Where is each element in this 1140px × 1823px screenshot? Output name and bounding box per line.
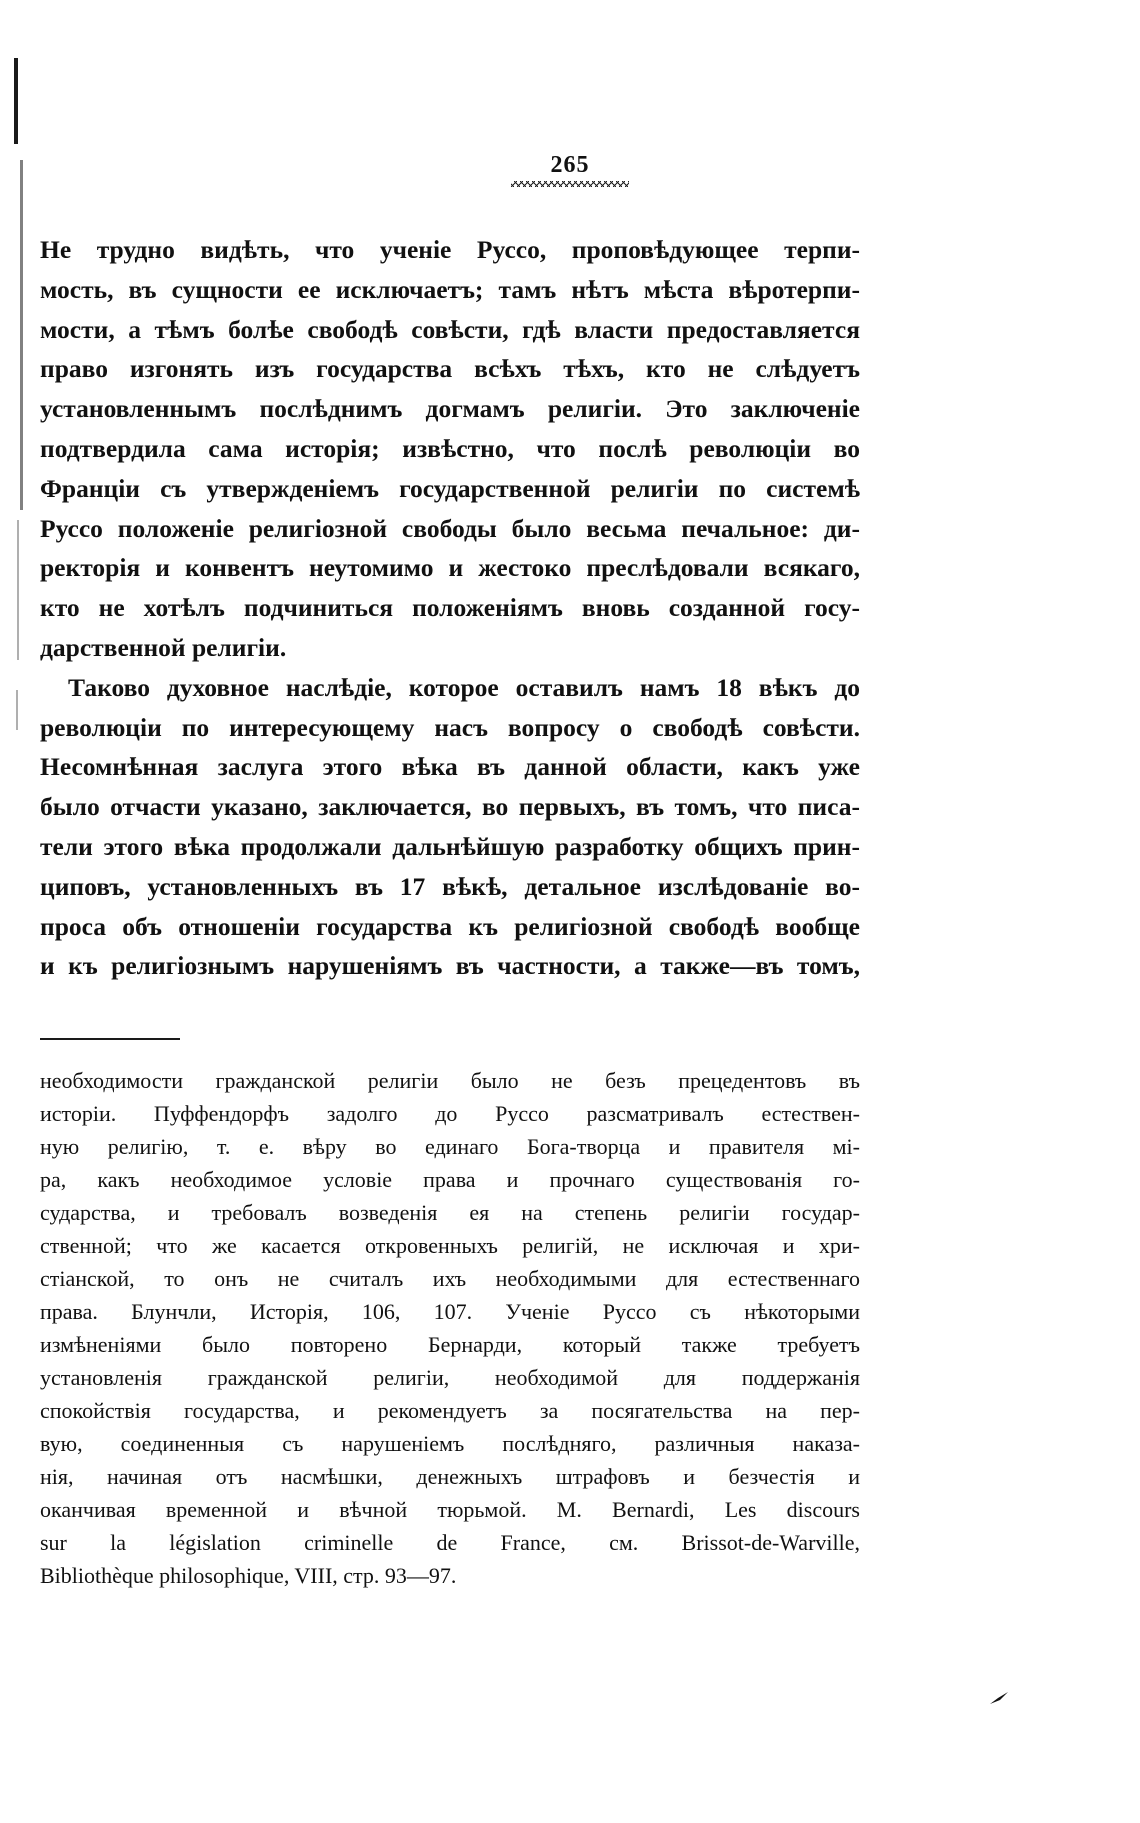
scan-edge-mark — [20, 160, 23, 510]
text-line: дарственной религіи. — [40, 632, 287, 662]
text-line: Руссо положеніе религіозной свободы было весьма печальное: ди- — [40, 513, 860, 543]
footnote-line: ную религію, т. е. вѣру во единаго Бога-творца и правителя мі- — [40, 1134, 860, 1159]
footnote-line: сударства, и требовалъ возведенія ея на степень религіи государ- — [40, 1200, 860, 1225]
footnote-separator — [40, 1038, 180, 1040]
footnote-line: установленія гражданской религіи, необходимой для поддержанія — [40, 1365, 860, 1390]
text-line: кто не хотѣлъ подчиниться положеніямъ вновь созданной госу- — [40, 593, 860, 623]
text-line: циповъ, установленныхъ въ 17 вѣкѣ, детальное изслѣдованіе во- — [40, 871, 860, 901]
footnote-line: вую, соединенныя съ нарушеніемъ послѣдняго, различныя наказа- — [40, 1431, 860, 1456]
scan-edge-mark — [17, 520, 19, 660]
footnote-line: спокойствія государства, и рекомендуетъ за посягательства на пер- — [40, 1398, 860, 1423]
text-line: и къ религіознымъ нарушеніямъ въ частности, а также—въ томъ, — [40, 951, 860, 981]
footnote-line: ственной; что же касается откровенныхъ религій, не исключая и хри- — [40, 1233, 860, 1258]
footnote-line: оканчивая временной и вѣчной тюрьмой. M. Bernardi, Les discours — [40, 1497, 860, 1522]
page-number-ornament — [511, 181, 629, 187]
text-line: ректорія и конвентъ неутомимо и жестоко преслѣдовали всякаго, — [40, 553, 860, 583]
footnote-line: Bibliothèque philosophique, VIII, стр. 93—97. — [40, 1563, 457, 1588]
text-line: Не трудно видѣть, что ученіе Руссо, проповѣдующее терпи- — [40, 235, 860, 264]
text-line: проса объ отношеніи государства къ религіозной свободѣ вообще — [40, 911, 860, 941]
text-line: Несомнѣнная заслуга этого вѣка въ данной области, какъ уже — [40, 752, 860, 782]
text-line: было отчасти указано, заключается, во первыхъ, въ томъ, что писа- — [40, 792, 860, 822]
text-line: подтвердила сама исторія; извѣстно, что послѣ революціи во — [40, 433, 860, 463]
footnote-line: sur la législation criminelle de France, см. Brissot-de-Warville, — [40, 1530, 860, 1555]
text-line: мость, въ сущности ее исключаетъ; тамъ нѣтъ мѣста вѣротерпи- — [40, 274, 860, 304]
text-line: тели этого вѣка продолжали дальнѣйшую разработку общихъ прин- — [40, 831, 860, 861]
footnote-line: стіанской, то онъ не считалъ ихъ необходимыми для естественнаго — [40, 1266, 860, 1291]
page-header — [0, 152, 1140, 187]
scan-edge-mark — [16, 690, 18, 730]
text-line: революціи по интересующему насъ вопросу о свободѣ совѣсти. — [40, 712, 860, 742]
text-line: Франціи съ утвержденіемъ государственной религіи по системѣ — [40, 473, 860, 503]
footnote-line: необходимости гражданской религіи было не безъ прецедентовъ въ — [40, 1068, 860, 1093]
footnote-line: измѣненіями было повторено Бернарди, который также требуетъ — [40, 1332, 860, 1357]
footnote-line: нія, начиная отъ насмѣшки, денежныхъ штрафовъ и безчестія и — [40, 1464, 860, 1489]
text-line: право изгонять изъ государства всѣхъ тѣхъ, кто не слѣдуетъ — [40, 354, 860, 384]
page-number: 265 — [550, 152, 590, 178]
footnote-line: ра, какъ необходимое условіе права и прочнаго существованія го- — [40, 1167, 860, 1192]
footnote-line: исторіи. Пуффендорфъ задолго до Руссо разсматривалъ естествен- — [40, 1101, 860, 1126]
footnote — [40, 1064, 860, 1592]
footnote-line: права. Блунчли, Исторія, 106, 107. Ученіе Руссо съ нѣкоторыми — [40, 1299, 860, 1324]
scan-edge-mark — [14, 58, 18, 144]
text-line: установленнымъ послѣднимъ догмамъ религіи. Это заключеніе — [40, 394, 860, 424]
text-line: Таково духовное наслѣдіе, которое оставилъ намъ 18 вѣкъ до — [68, 672, 860, 702]
main-text — [40, 230, 860, 986]
text-line: мости, а тѣмъ болѣе свободѣ совѣсти, гдѣ власти предоставляется — [40, 314, 860, 344]
ink-mark-icon — [988, 1690, 1010, 1706]
